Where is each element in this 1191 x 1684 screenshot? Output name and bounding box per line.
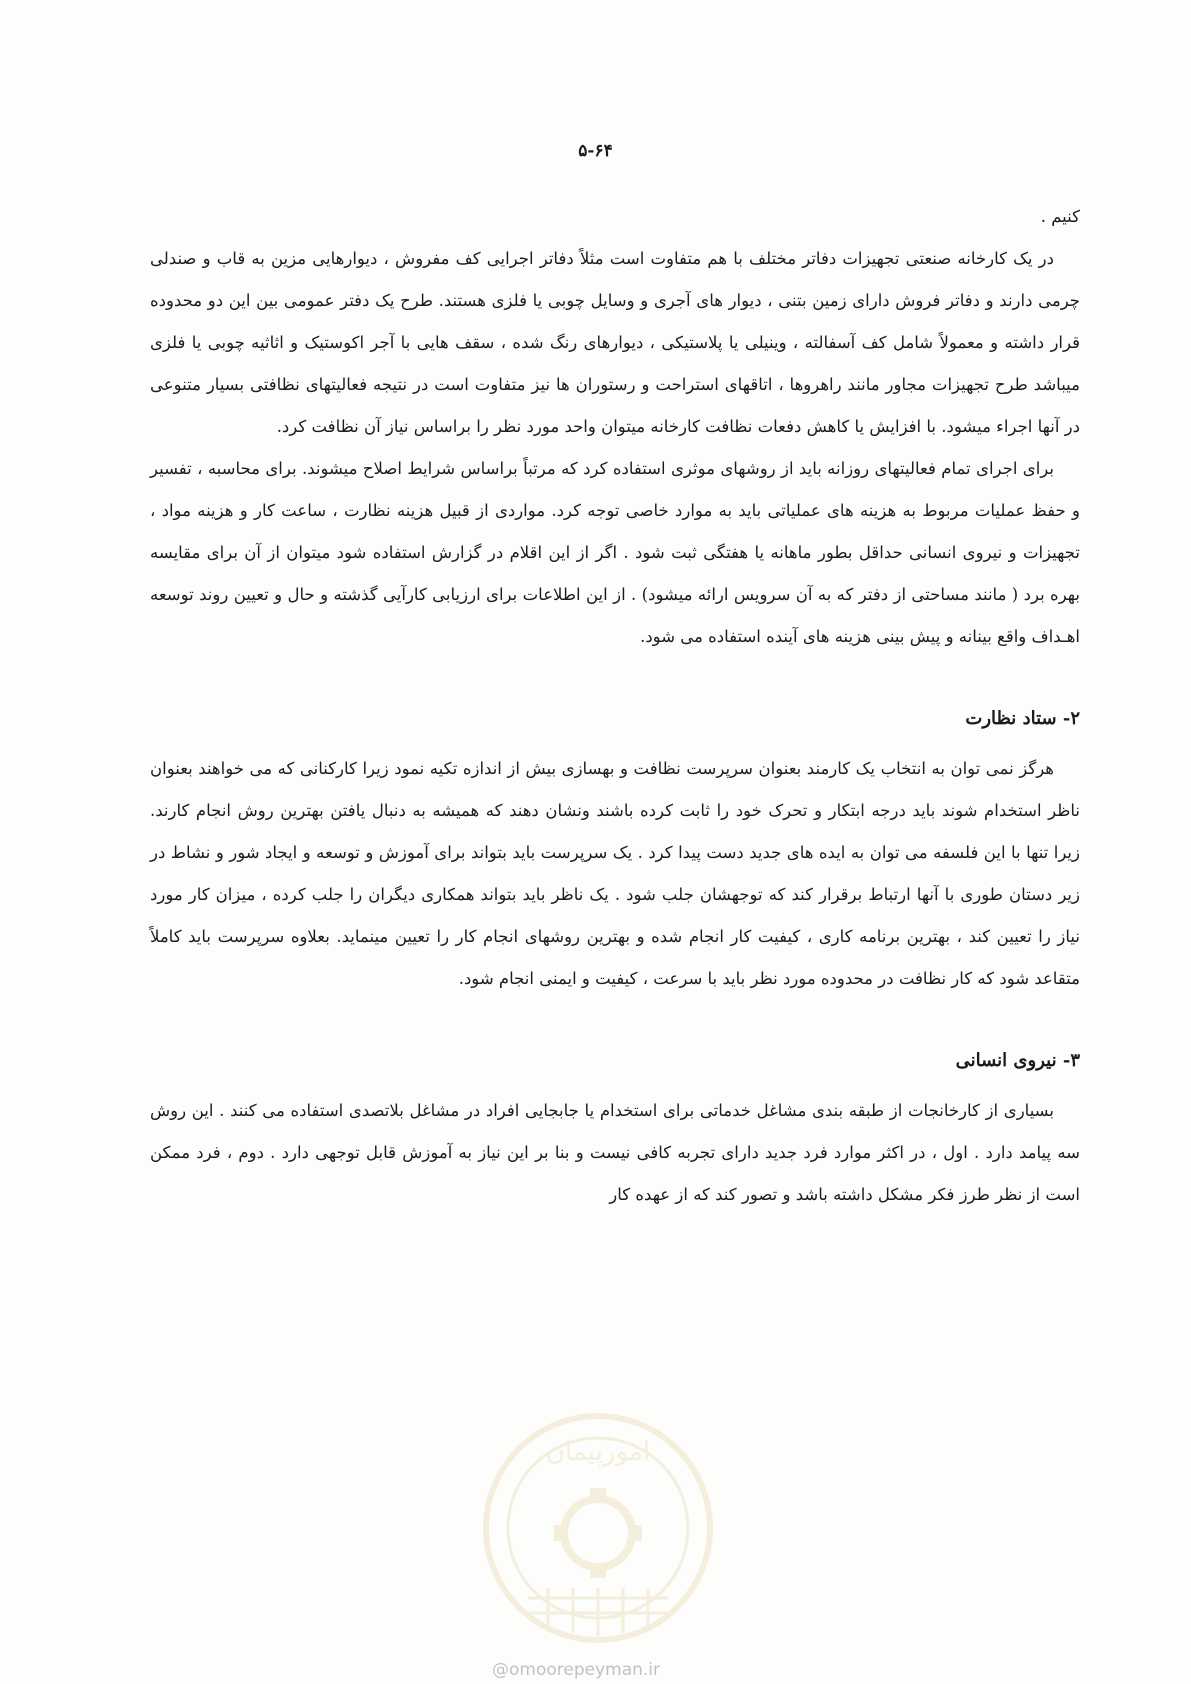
watermark-logo-icon xyxy=(478,1408,718,1648)
page-number: ۵-۶۴ xyxy=(578,141,613,161)
watermark-site: @omoorepeyman.ir xyxy=(492,1660,661,1680)
document-body xyxy=(150,196,1080,1216)
paragraph-office-equipment: در یک کارخانه صنعتی تجهیزات دفاتر مختلف با هم متفاوت است مثلاً دفاتر اجرایی کف مفروش ، دیوارهایی مزین به قاب و صندلی چرمی دارند و دفاتر فروش دارای زمین بتنی ، دیوار های آجری و وسایل چوبی یا فلزی هستند. طرح یک دفتر عمومی بین این دو محدوده قرار داشته و معمولاً شامل کف آسفالته ، وینیلی یا پلاستیکی ، دیوارهای رنگ شده ، سقف هایی با آجر اکوستیک و اثاثیه چوبی یا فلزی میباشد طرح تجهیزات مجاور مانند راهروها ، اتاقهای استراحت و رستوران ها نیز متفاوت است در نتیجه فعالیتهای نظافتی بسیار متنوعی در آنها اجراء میشود. با افزایش یا کاهش دفعات نظافت کارخانه میتوان واحد مورد نظر را براساس نیاز آن نظافت کرد. xyxy=(150,249,1080,436)
paragraph-manpower: بسیاری از کارخانجات از طبقه بندی مشاغل خدماتی برای استخدام یا جابجایی افراد در مشاغل بلاتصدی استفاده می کنند . این روش سه پیامد دارد . اول ، در اکثر موارد فرد جدید دارای تجربه کافی نیست و بنا بر این نیاز به آموزش قابل توجهی دارد . دوم ، فرد ممکن است از نظر طرز فکر مشکل داشته باشد و تصور کند که از عهده کار xyxy=(150,1101,1080,1204)
section-heading-supervision: ۲- ستاد نظارت xyxy=(965,708,1080,729)
section-heading-manpower: ۳- نیروی انسانی xyxy=(955,1050,1080,1071)
opening-line: کنیم . xyxy=(1040,207,1080,226)
paragraph-operating-costs: برای اجرای تمام فعالیتهای روزانه باید از روشهای موثری استفاده کرد که مرتباً براساس شرایط اصلاح میشوند. برای محاسبه ، تفسیر و حفظ عملیات مربوط به هزینه های عملیاتی باید به موارد خاصی توجه کرد. مواردی از قبیل هزینه نظارت ، ساعت کار و هزینه مواد ، تجهیزات و نیروی انسانی حداقل بطور ماهانه یا هفتگی ثبت شود . اگر از این اقلام در گزارش استفاده شود میتوان از آن برای مقایسه بهره برد ( مانند مساحتی از دفتر که به آن سرویس ارائه میشود) . از این اطلاعات برای ارزیابی کارآیی گذشته و حال و تعیین روند توسعه اهـداف واقع بینانه و پیش بینی هزینه های آینده استفاده می شود. xyxy=(150,459,1080,646)
paragraph-supervision: هرگز نمی توان به انتخاب یک کارمند بعنوان سرپرست نظافت و بهسازی بیش از اندازه تکیه نمود زیرا کارکنانی که می خواهند بعنوان ناظر استخدام شوند باید درجه ابتکار و تحرک خود را ثابت کرده باشند ونشان دهند که همیشه به دنبال یافتن بهترین روش انجام کارند. زیرا تنها با این فلسفه می توان به ایده های جدید دست پیدا کرد . یک سرپرست باید بتواند برای آموزش و توسعه و ایجاد شور و نشاط در زیر دستان طوری با آنها ارتباط برقرار کند که توجهشان جلب شود . یک ناظر باید بتواند همکاری دیگران را جلب کرده ، میزان کار مورد نیاز را تعیین کند ، بهترین برنامه کاری ، کیفیت کار انجام شده و بهترین روشهای انجام کار را تعیین مینماید. بعلاوه سرپرست باید کاملاً متقاعد شود که کار نظافت در محدوده مورد نظر باید با سرعت ، کیفیت و ایمنی انجام شود. xyxy=(150,759,1080,988)
watermark-logo-text: امورپیمان xyxy=(545,1437,651,1467)
